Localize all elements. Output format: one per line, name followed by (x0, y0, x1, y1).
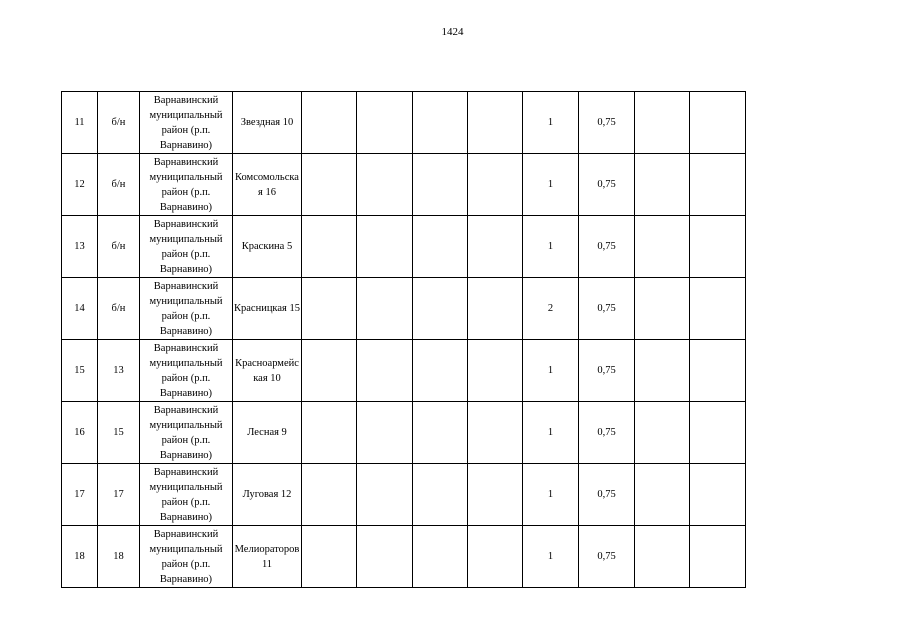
municipality-line: Варнавинский (153, 94, 219, 106)
table-body (62, 92, 746, 588)
count-cell: 1 (523, 526, 579, 588)
municipality-line: Варнавинский (153, 218, 219, 230)
empty-cell (413, 92, 468, 154)
municipality-line: Варнавинский (153, 280, 219, 292)
registry-number-cell: б/н (98, 92, 140, 154)
municipality-line: район (р.п. (161, 372, 211, 384)
empty-cell (302, 402, 357, 464)
address-cell: Краскина 5 (233, 216, 302, 278)
municipality-line: Варнавино) (159, 139, 213, 151)
count-cell: 1 (523, 402, 579, 464)
empty-cell (468, 216, 523, 278)
count-cell: 2 (523, 278, 579, 340)
volume-cell: 0,75 (579, 340, 635, 402)
municipality-line: муниципальный (149, 233, 223, 245)
empty-cell (357, 278, 413, 340)
volume-cell: 0,75 (579, 402, 635, 464)
municipality-line: район (р.п. (161, 496, 211, 508)
empty-cell (690, 340, 746, 402)
municipality-line: Варнавино) (159, 449, 213, 461)
table-row (62, 154, 746, 216)
address-cell: Лесная 9 (233, 402, 302, 464)
empty-cell (635, 216, 690, 278)
municipality-line: район (р.п. (161, 310, 211, 322)
municipality-line: Варнавино) (159, 573, 213, 585)
empty-cell (357, 402, 413, 464)
municipality-line: Варнавино) (159, 201, 213, 213)
municipality-line: муниципальный (149, 481, 223, 493)
empty-cell (357, 340, 413, 402)
empty-cell (468, 92, 523, 154)
page-number: 1424 (441, 26, 464, 38)
municipality-line: муниципальный (149, 109, 223, 121)
table-row (62, 402, 746, 464)
count-cell: 1 (523, 92, 579, 154)
municipality-line: район (р.п. (161, 186, 211, 198)
empty-cell (413, 526, 468, 588)
empty-cell (468, 154, 523, 216)
empty-cell (468, 526, 523, 588)
empty-cell (468, 464, 523, 526)
empty-cell (413, 278, 468, 340)
empty-cell (690, 92, 746, 154)
municipality-line: муниципальный (149, 295, 223, 307)
empty-cell (635, 340, 690, 402)
empty-cell (413, 216, 468, 278)
registry-number-cell: б/н (98, 154, 140, 216)
empty-cell (357, 92, 413, 154)
row-number-cell: 14 (62, 278, 98, 340)
empty-cell (302, 340, 357, 402)
municipality-cell (140, 526, 233, 588)
empty-cell (635, 92, 690, 154)
empty-cell (413, 402, 468, 464)
municipality-cell (140, 402, 233, 464)
empty-cell (302, 526, 357, 588)
empty-cell (635, 402, 690, 464)
municipality-cell (140, 216, 233, 278)
municipality-line: муниципальный (149, 419, 223, 431)
empty-cell (690, 526, 746, 588)
empty-cell (690, 402, 746, 464)
table-row (62, 216, 746, 278)
empty-cell (302, 154, 357, 216)
municipality-line: Варнавинский (153, 528, 219, 540)
volume-cell: 0,75 (579, 278, 635, 340)
empty-cell (357, 464, 413, 526)
municipality-cell (140, 340, 233, 402)
municipality-line: Варнавино) (159, 387, 213, 399)
count-cell: 1 (523, 340, 579, 402)
municipality-line: муниципальный (149, 357, 223, 369)
municipality-line: Варнавинский (153, 466, 219, 478)
empty-cell (357, 216, 413, 278)
municipality-line: Варнавино) (159, 511, 213, 523)
address-cell: Мелиораторов 11 (233, 526, 302, 588)
empty-cell (413, 464, 468, 526)
municipality-cell (140, 464, 233, 526)
row-number-cell: 11 (62, 92, 98, 154)
volume-cell: 0,75 (579, 216, 635, 278)
municipality-line: муниципальный (149, 171, 223, 183)
count-cell: 1 (523, 154, 579, 216)
municipality-line: Варнавинский (153, 404, 219, 416)
address-cell: Луговая 12 (233, 464, 302, 526)
empty-cell (468, 402, 523, 464)
volume-cell: 0,75 (579, 526, 635, 588)
empty-cell (413, 154, 468, 216)
registry-number-cell: 15 (98, 402, 140, 464)
table-row (62, 526, 746, 588)
empty-cell (690, 154, 746, 216)
empty-cell (413, 340, 468, 402)
row-number-cell: 12 (62, 154, 98, 216)
data-table (61, 91, 746, 588)
municipality-line: район (р.п. (161, 248, 211, 260)
row-number-cell: 16 (62, 402, 98, 464)
empty-cell (302, 464, 357, 526)
municipality-line: район (р.п. (161, 558, 211, 570)
address-cell: Комсомольская 16 (233, 154, 302, 216)
empty-cell (302, 278, 357, 340)
empty-cell (690, 216, 746, 278)
municipality-cell (140, 154, 233, 216)
empty-cell (468, 340, 523, 402)
row-number-cell: 18 (62, 526, 98, 588)
table-row (62, 464, 746, 526)
address-cell: Красноармейская 10 (233, 340, 302, 402)
registry-number-cell: 17 (98, 464, 140, 526)
table-row (62, 278, 746, 340)
volume-cell: 0,75 (579, 92, 635, 154)
count-cell: 1 (523, 216, 579, 278)
registry-number-cell: б/н (98, 278, 140, 340)
empty-cell (468, 278, 523, 340)
empty-cell (635, 464, 690, 526)
municipality-line: Варнавино) (159, 325, 213, 337)
empty-cell (302, 216, 357, 278)
municipality-line: Варнавино) (159, 263, 213, 275)
row-number-cell: 17 (62, 464, 98, 526)
empty-cell (635, 278, 690, 340)
municipality-line: Варнавинский (153, 342, 219, 354)
empty-cell (635, 154, 690, 216)
volume-cell: 0,75 (579, 154, 635, 216)
empty-cell (357, 526, 413, 588)
empty-cell (302, 92, 357, 154)
empty-cell (690, 278, 746, 340)
empty-cell (357, 154, 413, 216)
row-number-cell: 13 (62, 216, 98, 278)
municipality-line: Варнавинский (153, 156, 219, 168)
table-row (62, 340, 746, 402)
municipality-line: район (р.п. (161, 434, 211, 446)
row-number-cell: 15 (62, 340, 98, 402)
count-cell: 1 (523, 464, 579, 526)
municipality-line: район (р.п. (161, 124, 211, 136)
municipality-cell (140, 92, 233, 154)
empty-cell (690, 464, 746, 526)
registry-number-cell: 18 (98, 526, 140, 588)
municipality-line: муниципальный (149, 543, 223, 555)
registry-number-cell: б/н (98, 216, 140, 278)
volume-cell: 0,75 (579, 464, 635, 526)
empty-cell (635, 526, 690, 588)
address-cell: Красницкая 15 (233, 278, 302, 340)
registry-number-cell: 13 (98, 340, 140, 402)
table-row (62, 92, 746, 154)
address-cell: Звездная 10 (233, 92, 302, 154)
municipality-cell (140, 278, 233, 340)
